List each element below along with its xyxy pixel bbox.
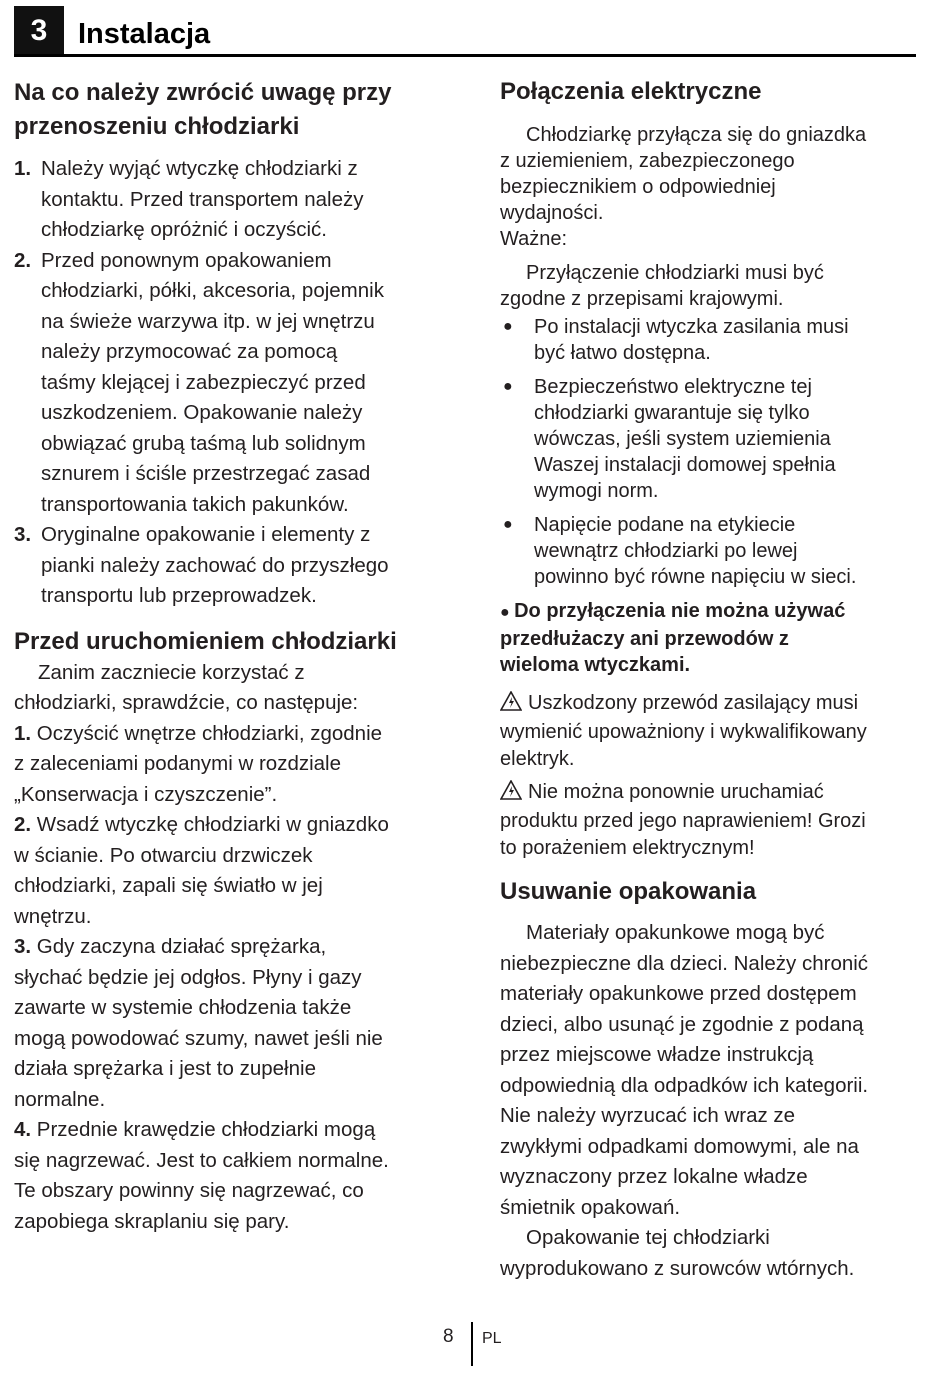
footer-divider [471,1322,473,1366]
text-line: zapobiega skraplaniu się pary. [14,1209,290,1233]
bullet-dot: ● [503,516,513,533]
text-line: Przyłączenie chłodziarki musi być [526,262,824,284]
list-item [14,810,454,932]
text-line: odpowiednią dla odpadków ich kategorii. [500,1073,869,1097]
electric-hazard-icon [500,780,522,808]
text-line: wnętrzu. [14,904,92,928]
bullet-item [500,512,920,590]
text-line: śmietnik opakowań. [500,1195,681,1219]
text-line: wewnątrz chłodziarki po lewej [534,540,798,562]
extension-cord-warning [500,598,920,678]
text-line: produktu przed jego naprawieniem! Grozi [500,810,866,832]
text-line: sznurem i ściśle przestrzegać zasad [41,462,371,485]
bullet-dot: ● [503,378,513,395]
electrical-para-2 [500,260,920,312]
bullet-item [500,374,920,504]
text-line: wyznaczony przez lokalne władze [500,1165,808,1188]
text-line: powinno być równe napięciu w sieci. [534,566,857,588]
text-line: „Konserwacja i czyszczenie”. [14,782,278,806]
item-number: 3. [14,523,32,546]
list-item [14,246,454,521]
before-start-list [14,719,454,1238]
item-number: 4. [14,1118,32,1141]
text-line: Należy wyjąć wtyczkę chłodziarki z [41,157,358,180]
text-line: mogą powodować szumy, nawet jeśli nie [14,1026,383,1050]
chapter-title: Instalacja [78,18,211,50]
text-line: wydajności. [500,202,604,224]
list-item [14,932,454,1115]
text-line: być łatwo dostępna. [534,342,711,364]
bullet-dot: ● [503,318,513,335]
bullet-dot: ● [500,604,515,621]
text-line: Napięcie podane na etykiecie [534,514,796,536]
left-column [14,76,454,1237]
text-line: normalne. [14,1087,106,1111]
chapter-number: 3 [14,6,64,56]
electrical-para [500,122,920,226]
item-number: 1. [14,157,32,180]
text-line: Wsadź wtyczkę chłodziarki w gniazdko [31,813,389,836]
text-line: Waszej instalacji domowej spełnia [534,454,836,476]
important-label: Ważne: [500,228,568,250]
text-line: przez miejscowe władze instrukcją [500,1043,814,1066]
item-number: 2. [14,248,32,272]
warning-damaged-cable [500,690,920,773]
bullet-item [500,314,920,366]
before-start-intro [14,658,454,719]
text-line: chłodziarki gwarantuje się tylko [534,402,810,424]
text-line: się nagrzewać. Jest to całkiem normalne. [14,1148,389,1172]
item-number: 1. [14,721,32,745]
list-item [14,154,454,246]
text-line: taśmy klejącej i zabezpieczyć przed [41,370,366,394]
packaging-para [500,918,920,1223]
list-item [14,719,454,811]
electrical-bullets [500,314,920,590]
text-line: obwiązać grubą taśmą lub solidnym [41,431,366,455]
item-number: 2. [14,813,32,836]
warning-no-restart [500,779,920,862]
text-line: transportu lub przeprowadzek. [41,584,317,607]
text-line: Gdy zaczyna działać sprężarka, [31,935,327,958]
text-line: Bezpieczeństwo elektryczne tej [534,376,812,398]
item-number: 3. [14,935,32,958]
text-line: materiały opakunkowe przed dostępem [500,982,857,1005]
section-title-electrical: Połączenia elektryczne [500,78,762,105]
text-line: Przednie krawędzie chłodziarki mogą [31,1118,376,1141]
language-code: PL [482,1330,502,1347]
text-line: transportowania takich pakunków. [41,492,349,516]
text-line: zgodne z przepisami krajowymi. [500,288,784,310]
section-title-transport [14,76,454,144]
text-line: Materiały opakunkowe mogą być [526,921,825,944]
text-line: dzieci, albo usunąć je zgodnie z podaną [500,1012,864,1036]
text-line: Te obszary powinny się nagrzewać, co [14,1179,364,1202]
page-number: 8 [443,1326,454,1347]
list-item [14,1115,454,1237]
text-line: Przed ponownym opakowaniem [41,248,332,272]
text-line: zawarte w systemie chłodzenia także [14,996,352,1019]
text-line: działa sprężarka i jest to zupełnie [14,1057,316,1080]
text-line: z uziemieniem, zabezpieczonego [500,150,795,172]
text-line: Nie należy wyrzucać ich wraz ze [500,1104,796,1127]
text-line: niebezpieczne dla dzieci. Należy chronić [500,951,869,975]
text-line: bezpiecznikiem o odpowiedniej [500,176,776,198]
text-line: Do przyłączenia nie można używać [514,600,846,622]
transport-list [14,154,454,612]
text-line: należy przymocować za pomocą [41,340,338,363]
section-title-before-start: Przed uruchomieniem chłodziarki [14,627,397,655]
text-line: kontaktu. Przed transportem należy [41,187,364,211]
text-line: elektryk. [500,748,575,770]
text-line: wymienić upoważniony i wykwalifikowany [500,721,867,743]
text-line: słychać będzie jej odgłos. Płyny i gazy [14,965,362,989]
right-column [500,76,920,1284]
text-line: wyprodukowano z surowców wtórnych. [500,1256,855,1280]
chapter-rule [14,54,916,57]
text-line: chłodziarki, zapali się światło w jej [14,874,323,897]
text-line: chłodziarki, półki, akcesoria, pojemnik [41,279,384,302]
title-line: Na co należy zwrócić uwagę przy [14,79,392,106]
text-line: Opakowanie tej chłodziarki [526,1226,770,1249]
text-line: Oryginalne opakowanie i elementy z [41,523,371,546]
text-line: zwykłymi odpadkami domowymi, ale na [500,1134,859,1158]
chapter-header [14,6,916,58]
list-item [14,520,454,612]
packaging-para-2 [500,1223,920,1284]
text-line: Uszkodzony przewód zasilający musi [528,692,859,714]
title-line: przenoszeniu chłodziarki [14,113,300,140]
text-line: Po instalacji wtyczka zasilania musi [534,316,849,338]
text-line: wymogi norm. [534,480,659,502]
text-line: uszkodzeniem. Opakowanie należy [41,401,363,424]
text-line: Nie można ponownie uruchamiać [528,781,824,803]
text-line: to porażeniem elektrycznym! [500,837,755,859]
text-line: chłodziarki, sprawdźcie, co następuje: [14,691,359,714]
text-line: na świeże warzywa itp. w jej wnętrzu [41,309,375,333]
text-line: przedłużaczy ani przewodów z [500,628,789,650]
electric-hazard-icon [500,691,522,719]
text-line: Oczyścić wnętrze chłodziarki, zgodnie [31,721,383,745]
section-title-packaging: Usuwanie opakowania [500,878,757,905]
text-line: wieloma wtyczkami. [500,654,691,676]
text-line: pianki należy zachować do przyszłego [41,553,389,577]
text-line: z zaleceniami podanymi w rozdziale [14,752,342,775]
text-line: Chłodziarkę przyłącza się do gniazdka [526,124,867,146]
text-line: wówczas, jeśli system uziemienia [534,428,831,450]
text-line: w ścianie. Po otwarciu drzwiczek [14,843,313,867]
text-line: Zanim zaczniecie korzystać z [38,660,305,684]
text-line: chłodziarkę opróżnić i oczyścić. [41,218,327,241]
